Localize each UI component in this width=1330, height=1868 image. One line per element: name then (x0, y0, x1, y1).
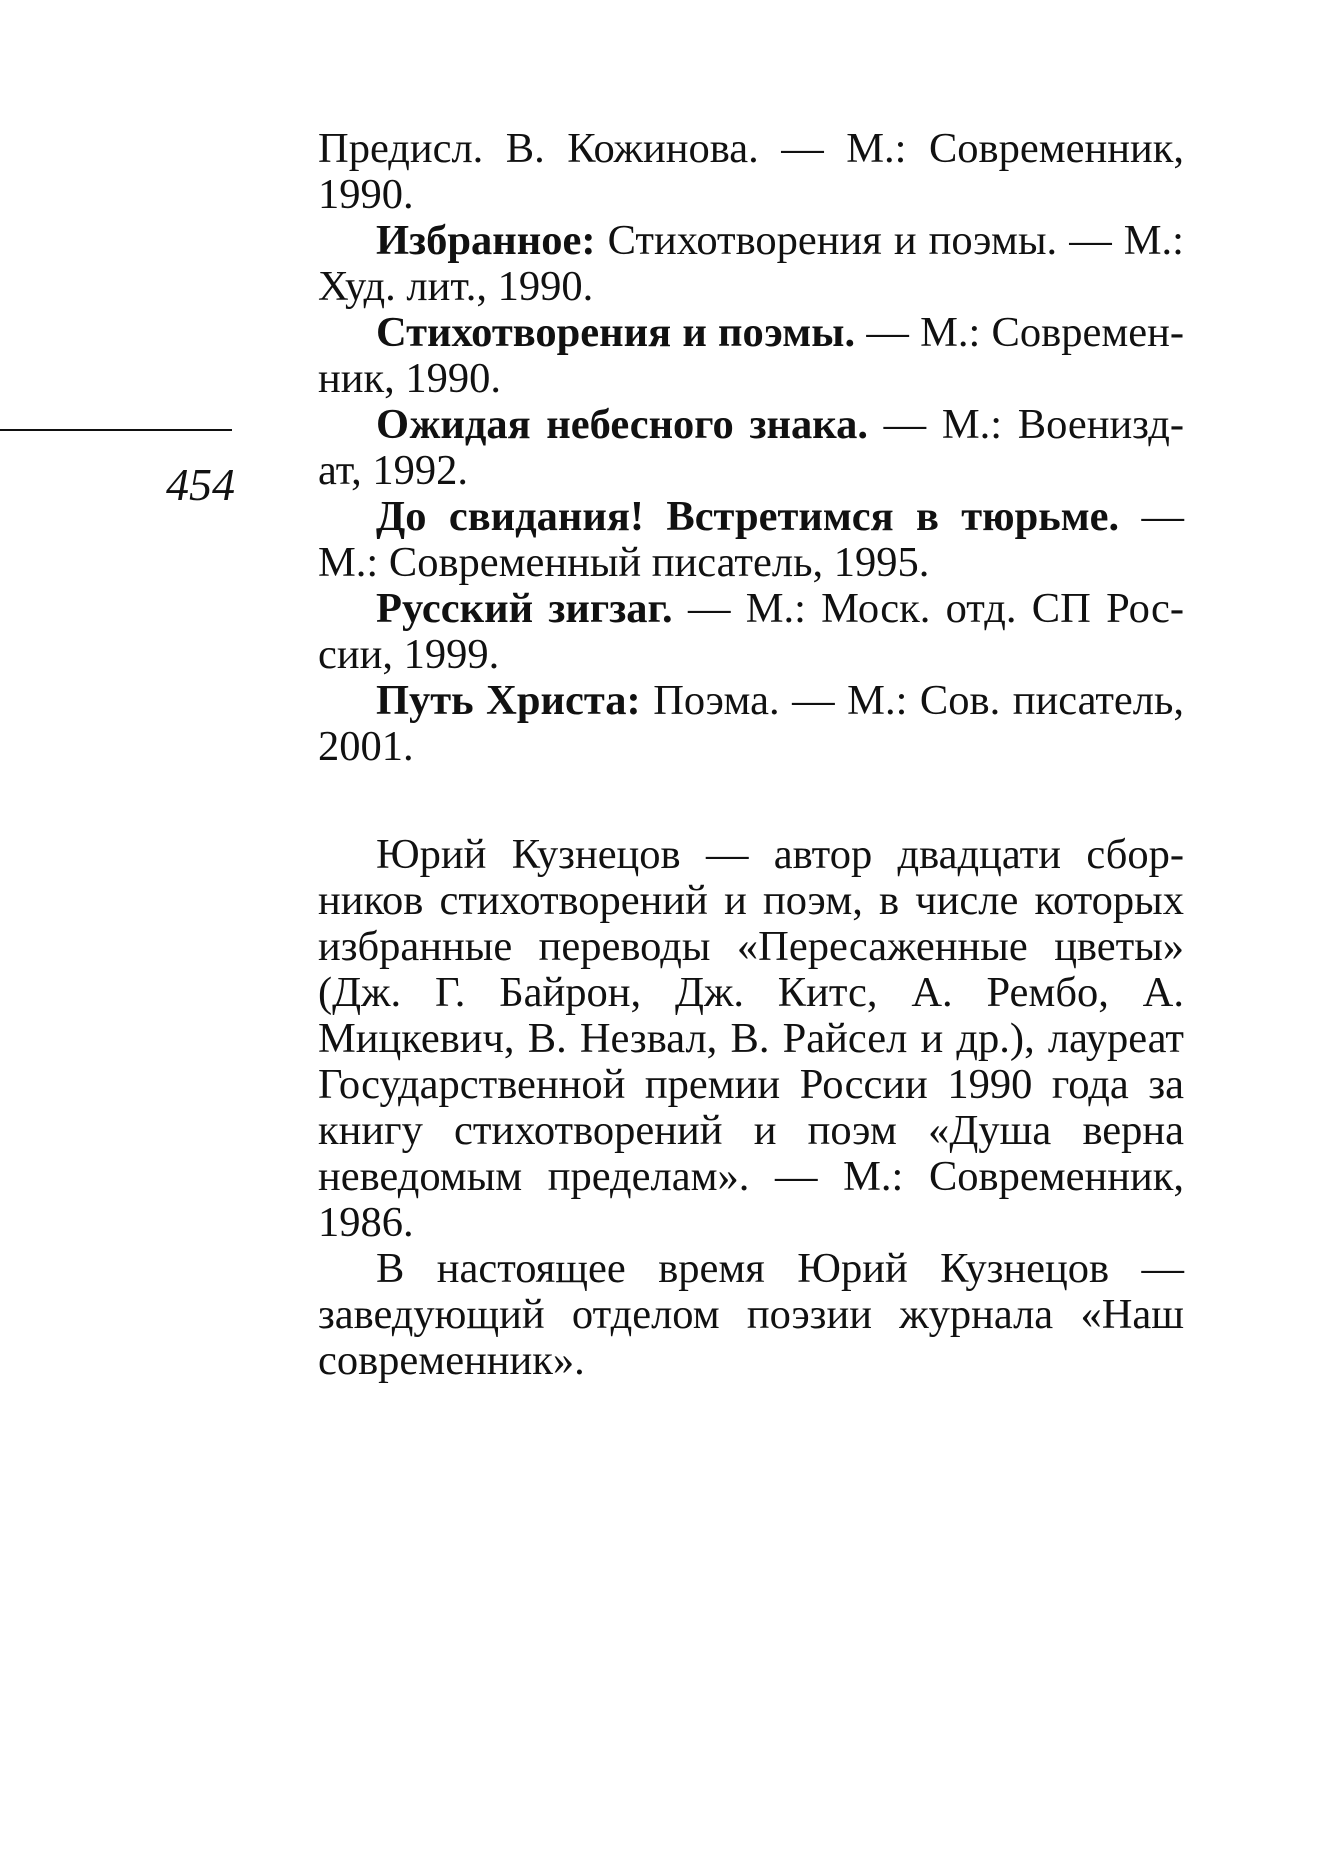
entry-details: — М.: Моск. отд. СП России, 1999. (318, 585, 1185, 678)
entry-details: Поэма. — М.: Сов. писатель, 2001. (318, 677, 1185, 770)
bibliography-entry (318, 310, 1184, 402)
bibliography-entry (318, 494, 1184, 586)
bibliography-list (318, 126, 1184, 770)
entry-details: — М.: Современный писатель, 1995. (318, 493, 1184, 586)
author-biography (318, 832, 1184, 1384)
page-number: 454 (166, 459, 235, 510)
biography-paragraph: В настоящее время Юрий Кузнецов — заведующий отделом поэзии журнала «Наш современник». (318, 1245, 1184, 1384)
entry-title: Ожидая небесного знака. (376, 401, 868, 448)
entry-title: До свидания! Встретимся в тюрьме. (376, 493, 1120, 540)
entry-title: Путь Христа: (376, 677, 641, 724)
bibliography-entry (318, 586, 1184, 678)
entry-title: Русский зигзаг. (376, 585, 673, 632)
entry-title: Избранное: (376, 217, 596, 264)
biography-paragraph: Юрий Кузнецов — автор двадцати сборников стихотворений и поэм, в числе которых избранные переводы «Пересаженные цветы» (Дж. Г. Байрон, Дж. Китс, А. Рембо, А. Мицкевич, В. Незвал, В. Райсел и др.), лауреат Государственной премии России 1990 года за книгу стихотворений и поэм «Душа верна неведомым пределам». — М.: Современник, 1986. (318, 831, 1184, 1246)
bibliography-entry (318, 402, 1184, 494)
bibliography-continuation: Предисл. В. Кожинова. — М.: Современник, 1990. (318, 125, 1184, 218)
entry-details: — М.: Современник, 1990. (318, 309, 1184, 402)
entry-details: — М.: Воениздат, 1992. (318, 401, 1184, 494)
text-column (318, 126, 1184, 1384)
margin-rule (0, 429, 232, 431)
entry-title: Стихотворения и поэмы. (376, 309, 856, 356)
entry-details: Стихотворения и поэмы. — М.: Худ. лит., 1990. (318, 217, 1184, 310)
bibliography-entry (318, 678, 1184, 770)
bibliography-entry (318, 218, 1184, 310)
